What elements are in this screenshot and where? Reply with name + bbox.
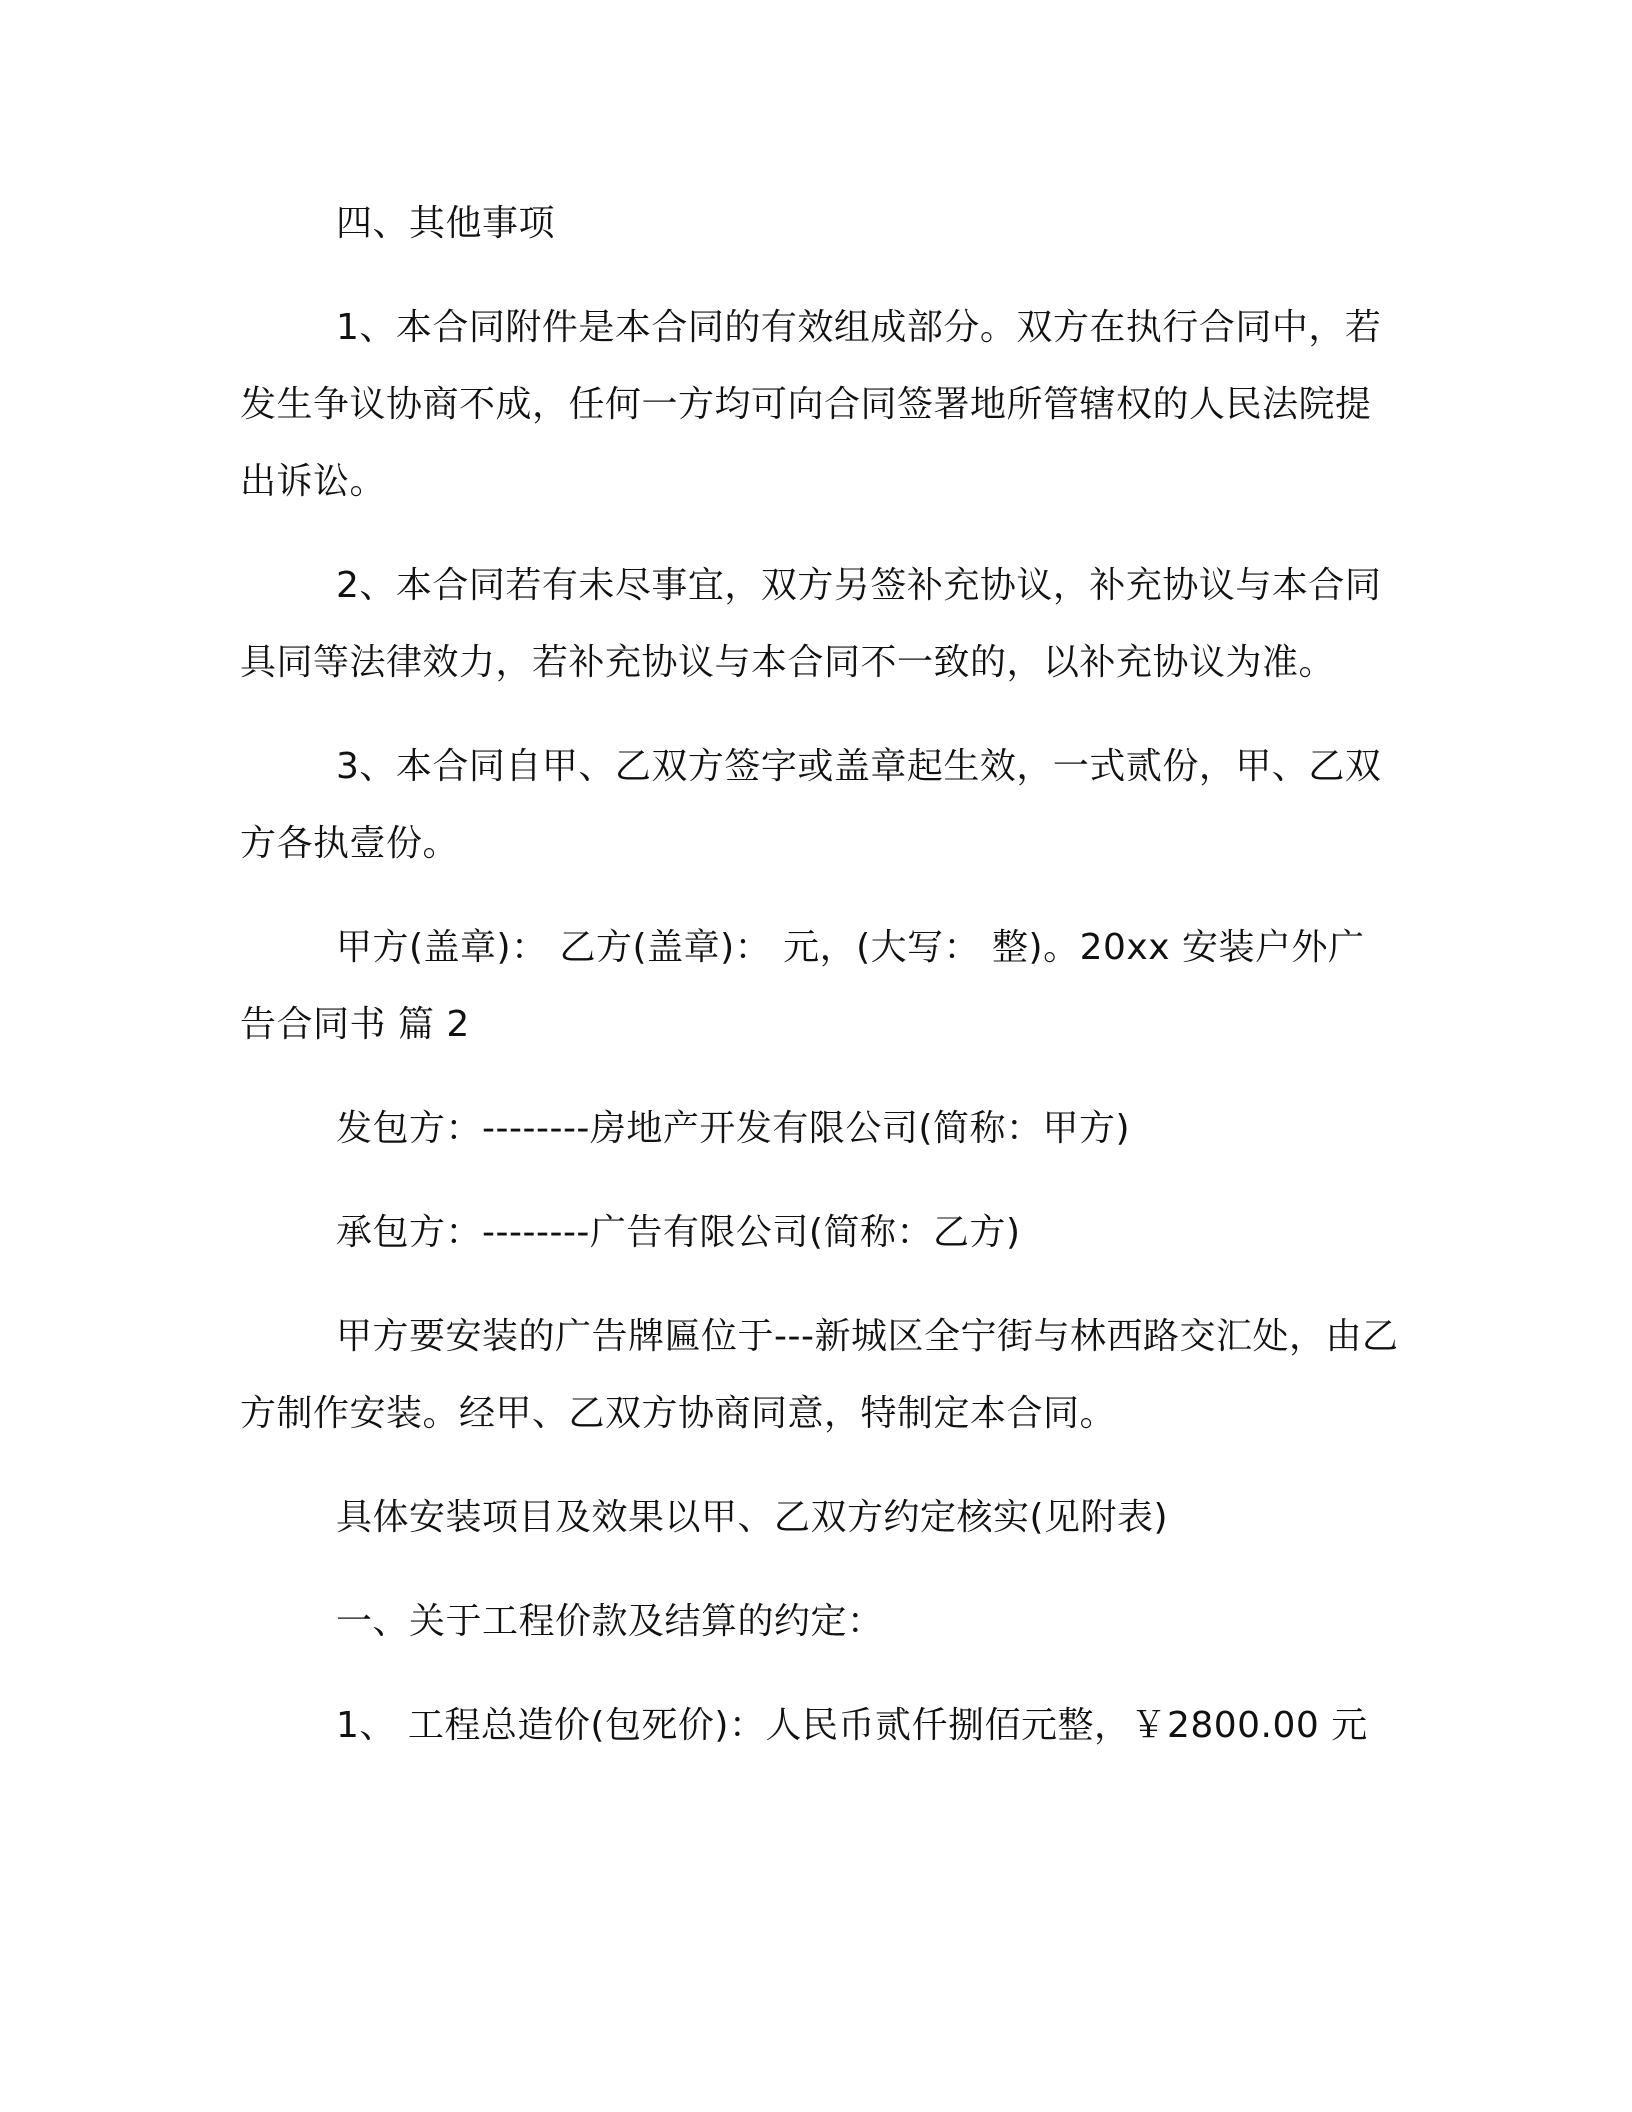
section-heading-other-matters: 四、其他事项: [336, 203, 556, 244]
clause-3-effective: 3、本合同自甲、乙双方签字或盖章起生效，一式贰份，甲、乙双方各执壹份。: [240, 746, 1382, 864]
document-body: [240, 185, 1400, 1764]
section-heading-pricing: 一、关于工程价款及结算的约定：: [336, 1601, 884, 1642]
contractor-party-a: 发包方：--------房地产开发有限公司(简称：甲方): [336, 1108, 1131, 1149]
clause-2-supplementary: 2、本合同若有未尽事宜，双方另签补充协议，补充协议与本合同具同等法律效力，若补充协议与本合同不一致的，以补充协议为准。: [240, 565, 1382, 683]
clause-1-attachments: 1、本合同附件是本合同的有效组成部分。双方在执行合同中，若发生争议协商不成，任何一方均可向合同签署地所管辖权的人民法院提出诉讼。: [240, 307, 1382, 502]
signature-line-and-title: 甲方(盖章)： 乙方(盖章)： 元，(大写： 整)。20xx 安装户外广告合同书 篇 2: [240, 927, 1365, 1045]
contractor-party-b: 承包方：--------广告有限公司(简称：乙方): [336, 1212, 1021, 1253]
total-cost-clause: 1、 工程总造价(包死价)：人民币贰仟捌佰元整，￥2800.00 元: [336, 1705, 1368, 1746]
installation-items: 具体安装项目及效果以甲、乙双方约定核实(见附表): [336, 1497, 1169, 1538]
installation-location: 甲方要安装的广告牌匾位于---新城区全宁街与林西路交汇处，由乙方制作安装。经甲、乙双方协商同意，特制定本合同。: [240, 1316, 1399, 1434]
